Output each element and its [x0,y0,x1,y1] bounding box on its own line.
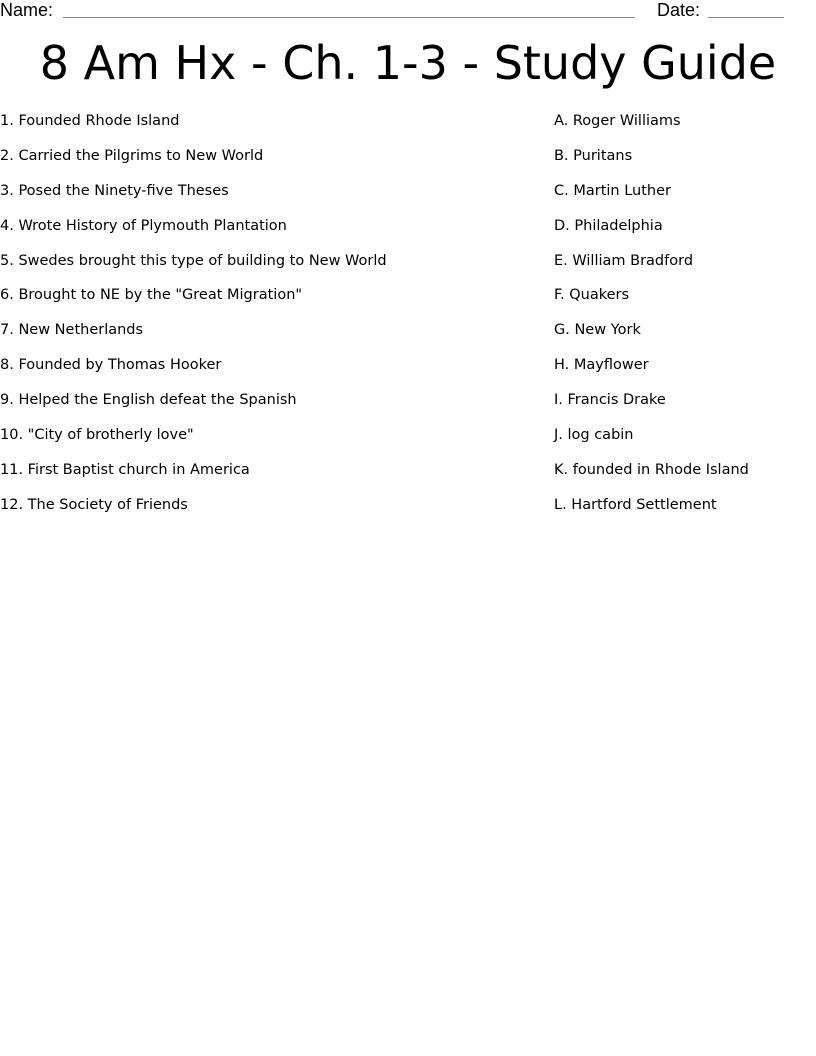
name-label: Name: [0,0,54,20]
clue-item: 11. First Baptist church in America [0,461,250,478]
clue-item: 5. Swedes brought this type of building to New World [0,252,387,269]
clue-item: 8. Founded by Thomas Hooker [0,357,222,374]
worksheet-header [0,0,816,26]
answer-item: J. log cabin [554,427,634,444]
answer-item: G. New York [554,322,641,339]
answer-item: C. Martin Luther [554,182,671,199]
answer-item: I. Francis Drake [554,392,666,409]
clue-item: 6. Brought to NE by the "Great Migration" [0,287,303,304]
clue-item: 10. "City of brotherly love" [0,427,194,444]
answer-item: B. Puritans [554,147,633,164]
name-blank-line [63,17,635,18]
date-blank-line [708,17,784,18]
answer-item: L. Hartford Settlement [554,496,717,513]
answer-item: F. Quakers [554,287,630,304]
answers-list [554,110,816,529]
clue-item: 3. Posed the Ninety-five Theses [0,182,229,199]
answer-item: K. founded in Rhode Island [554,461,749,478]
clues-list [0,110,520,529]
answer-item: A. Roger Williams [554,113,681,129]
clue-item: 4. Wrote History of Plymouth Plantation [0,217,287,234]
clue-item: 7. New Netherlands [0,322,144,339]
page-title: 8 Am Hx - Ch. 1-3 - Study Guide [39,36,777,90]
answer-item: H. Mayflower [554,357,649,374]
answer-item: D. Philadelphia [554,217,663,234]
clue-item: 9. Helped the English defeat the Spanish [0,392,297,409]
clue-item: 12. The Society of Friends [0,496,188,513]
date-label: Date: [657,0,701,20]
answer-item: E. William Bradford [554,252,694,269]
clue-item: 1. Founded Rhode Island [0,113,180,129]
clue-item: 2. Carried the Pilgrims to New World [0,147,264,164]
